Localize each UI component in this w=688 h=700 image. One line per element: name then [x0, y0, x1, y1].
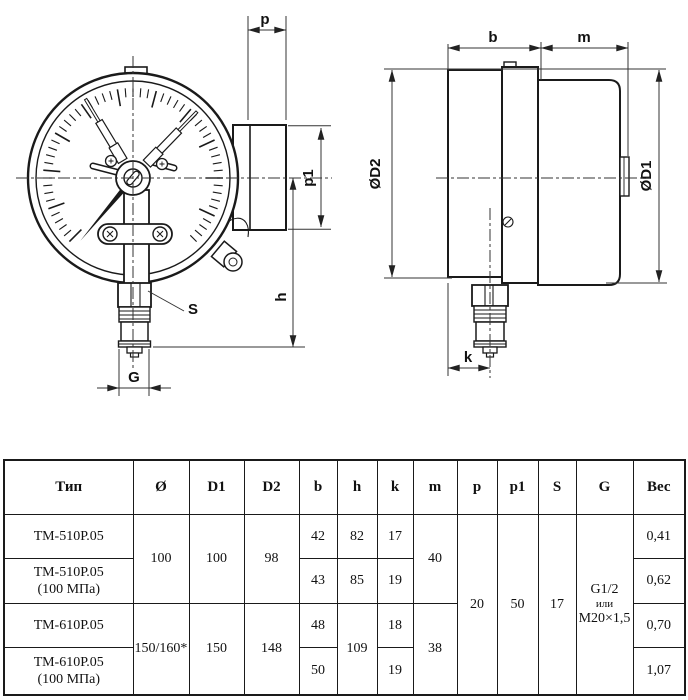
cell-m: 40	[413, 515, 457, 604]
front-flange	[448, 70, 502, 277]
cell-type	[4, 604, 133, 648]
cell-type	[4, 648, 133, 696]
dim-label-g: G	[128, 369, 140, 386]
dim-label-p: p	[260, 11, 270, 28]
side-view	[367, 29, 667, 378]
column-header-d2: D2	[244, 460, 299, 515]
type-name-note: (100 МПа)	[37, 672, 101, 687]
column-header-g: G	[576, 460, 633, 515]
table-header-row	[4, 460, 685, 515]
dim-label-b: b	[488, 29, 498, 46]
column-header-type: Тип	[4, 460, 133, 515]
dimension-d2	[367, 70, 452, 278]
thread-option-2: M20×1,5	[578, 610, 631, 626]
cell-b: 42	[299, 515, 337, 559]
column-header-s: S	[538, 460, 576, 515]
cell-ves: 1,07	[633, 648, 685, 696]
column-header-b: b	[299, 460, 337, 515]
cell-p1: 50	[497, 515, 538, 696]
cell-d1: 100	[189, 515, 244, 604]
cell-b: 43	[299, 559, 337, 604]
type-name: ТМ-610Р.05	[33, 617, 104, 633]
dim-label-p1: p1	[300, 169, 317, 187]
dimension-p	[248, 11, 286, 120]
column-header-k: k	[377, 460, 413, 515]
column-header-p1: p1	[497, 460, 538, 515]
cell-b: 48	[299, 604, 337, 648]
dimension-s	[148, 291, 198, 318]
cell-b: 50	[299, 648, 337, 696]
cell-g	[576, 515, 633, 696]
rear-connector	[620, 157, 629, 196]
column-header-p: p	[457, 460, 497, 515]
cell-h: 82	[337, 515, 377, 559]
stem-front	[118, 283, 151, 357]
cell-ves: 0,62	[633, 559, 685, 604]
table-row	[4, 515, 685, 559]
cell-k: 18	[377, 604, 413, 648]
column-header-ves: Вес	[633, 460, 685, 515]
cell-ves: 0,41	[633, 515, 685, 559]
column-header-d1: D1	[189, 460, 244, 515]
cell-s: 17	[538, 515, 576, 696]
cell-m: 38	[413, 604, 457, 696]
cell-type	[4, 559, 133, 604]
thread-or: или	[595, 598, 614, 611]
dim-label-d2: ØD2	[367, 158, 384, 190]
cell-k: 19	[377, 559, 413, 604]
cell-d1: 150	[189, 604, 244, 696]
cell-diameter: 100	[133, 515, 189, 604]
type-name: ТМ-510Р.05	[33, 564, 104, 580]
cell-diameter: 150/160*	[133, 604, 189, 696]
cell-k: 17	[377, 515, 413, 559]
dim-label-m: m	[577, 29, 591, 46]
type-name-note: (100 МПа)	[37, 582, 101, 597]
type-name: ТМ-610Р.05	[33, 654, 104, 670]
dim-label-h: h	[273, 292, 290, 302]
cell-h: 109	[337, 604, 377, 696]
dimensions-table	[3, 459, 686, 696]
column-header-h: h	[337, 460, 377, 515]
middle-ring	[502, 62, 538, 283]
cell-d2: 148	[244, 604, 299, 696]
cell-d2: 98	[244, 515, 299, 604]
cell-ves: 0,70	[633, 604, 685, 648]
cell-h: 85	[337, 559, 377, 604]
cell-type	[4, 515, 133, 559]
column-header-m: m	[413, 460, 457, 515]
dim-label-k: k	[463, 349, 473, 366]
dim-label-d1: ØD1	[638, 160, 655, 192]
column-header-diameter: Ø	[133, 460, 189, 515]
front-view	[16, 11, 332, 396]
thread-option-1: G1/2	[590, 581, 619, 597]
cell-p: 20	[457, 515, 497, 696]
rear-case	[538, 80, 629, 285]
dim-label-s: S	[188, 301, 199, 318]
type-name: ТМ-510Р.05	[33, 528, 104, 544]
cell-k: 19	[377, 648, 413, 696]
